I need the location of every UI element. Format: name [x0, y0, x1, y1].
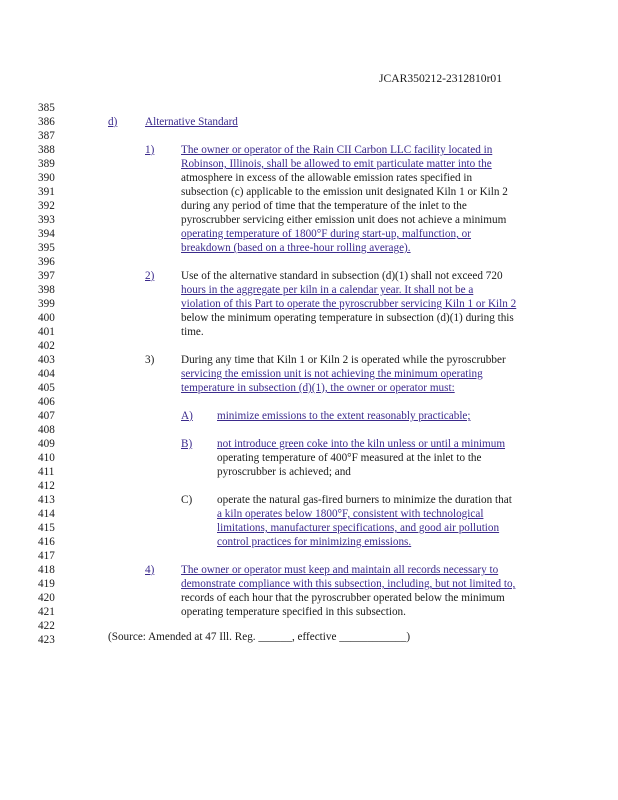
line-number: 405: [38, 382, 55, 394]
item-2-line: violation of this Part to operate the pyroscrubber servicing Kiln 1 or Kiln 2: [181, 298, 517, 310]
line-number: 387: [38, 130, 55, 142]
sub-b-line: pyroscrubber is achieved; and: [217, 466, 351, 478]
item-2-line: time.: [181, 326, 204, 338]
item-4-line: records of each hour that the pyroscrubber operated below the minimum: [181, 592, 505, 604]
line-number: 385: [38, 102, 55, 114]
line-number: 404: [38, 368, 55, 380]
line-number: 403: [38, 354, 55, 366]
line-number: 423: [38, 634, 55, 646]
line-number: 412: [38, 480, 55, 492]
item-1-line: operating temperature of 1800°F during start-up, malfunction, or: [181, 228, 471, 240]
line-number: 400: [38, 312, 55, 324]
sub-c-line: control practices for minimizing emissions.: [217, 536, 412, 548]
line-number: 416: [38, 536, 55, 548]
source-note: (Source: Amended at 47 Ill. Reg. ______, effective ____________): [108, 631, 411, 643]
section-label: d): [108, 116, 118, 128]
line-number: 421: [38, 606, 55, 618]
line-number: 398: [38, 284, 55, 296]
line-number: 413: [38, 494, 55, 506]
sub-c-line: a kiln operates below 1800°F, consistent with technological: [217, 508, 484, 520]
line-number: 422: [38, 620, 55, 632]
item-4-line: demonstrate compliance with this subsection, including, but not limited to,: [181, 578, 516, 590]
line-number: 401: [38, 326, 55, 338]
line-number: 386: [38, 116, 55, 128]
sub-a-line: minimize emissions to the extent reasonably practicable;: [217, 410, 471, 422]
item-2-line: hours in the aggregate per kiln in a calendar year. It shall not be a: [181, 284, 474, 296]
line-number: 397: [38, 270, 55, 282]
line-number: 390: [38, 172, 55, 184]
line-number: 389: [38, 158, 55, 170]
item-1-line: The owner or operator of the Rain CII Carbon LLC facility located in: [181, 144, 493, 156]
sub-c-line: limitations, manufacturer specifications, and good air pollution: [217, 522, 500, 534]
line-number: 410: [38, 452, 55, 464]
item-4-marker: 4): [145, 564, 155, 576]
item-1-line: pyroscrubber servicing either emission unit does not achieve a minimum: [181, 214, 507, 226]
line-number: 409: [38, 438, 55, 450]
sub-b-line: operating temperature of 400°F measured at the inlet to the: [217, 452, 482, 464]
item-1-line: subsection (c) applicable to the emission unit designated Kiln 1 or Kiln 2: [181, 186, 508, 198]
item-1-line: breakdown (based on a three-hour rolling average).: [181, 242, 411, 254]
item-3-marker: 3): [145, 354, 155, 366]
line-number: 393: [38, 214, 55, 226]
sub-c-line: operate the natural gas-fired burners to minimize the duration that: [217, 494, 512, 506]
sub-b-line: not introduce green coke into the kiln unless or until a minimum: [217, 438, 506, 450]
item-1-marker: 1): [145, 144, 155, 156]
section-title: Alternative Standard: [145, 116, 238, 128]
line-number: 402: [38, 340, 55, 352]
item-2-marker: 2): [145, 270, 155, 282]
line-number: 419: [38, 578, 55, 590]
item-4-line: operating temperature specified in this subsection.: [181, 606, 406, 618]
line-number: 391: [38, 186, 55, 198]
document-id: JCAR350212-2312810r01: [379, 72, 503, 85]
line-number: 407: [38, 410, 55, 422]
line-number: 420: [38, 592, 55, 604]
item-1-line: during any period of time that the temperature of the inlet to the: [181, 200, 467, 212]
item-2-line: Use of the alternative standard in subsection (d)(1) shall not exceed 720: [181, 270, 503, 282]
sub-b-marker: B): [181, 438, 193, 450]
sub-c-marker: C): [181, 494, 193, 506]
line-number: 414: [38, 508, 55, 520]
line-number: 396: [38, 256, 55, 268]
item-3-line: temperature in subsection (d)(1), the owner or operator must:: [181, 382, 455, 394]
line-number: 388: [38, 144, 55, 156]
item-1-line: atmosphere in excess of the allowable emission rates specified in: [181, 172, 473, 184]
item-4-line: The owner or operator must keep and maintain all records necessary to: [181, 564, 499, 576]
line-number: 408: [38, 424, 55, 436]
line-number: 394: [38, 228, 55, 240]
line-number: 399: [38, 298, 55, 310]
item-1-line: Robinson, Illinois, shall be allowed to emit particulate matter into the: [181, 158, 492, 170]
item-3-line: servicing the emission unit is not achieving the minimum operating: [181, 368, 483, 380]
item-2-line: below the minimum operating temperature in subsection (d)(1) during this: [181, 312, 514, 324]
line-number: 417: [38, 550, 55, 562]
line-number: 406: [38, 396, 55, 408]
line-number: 411: [38, 466, 55, 478]
line-number: 395: [38, 242, 55, 254]
line-number: 392: [38, 200, 55, 212]
line-number: 418: [38, 564, 55, 576]
item-3-line: During any time that Kiln 1 or Kiln 2 is operated while the pyroscrubber: [181, 354, 506, 366]
sub-a-marker: A): [181, 410, 193, 422]
line-number: 415: [38, 522, 55, 534]
